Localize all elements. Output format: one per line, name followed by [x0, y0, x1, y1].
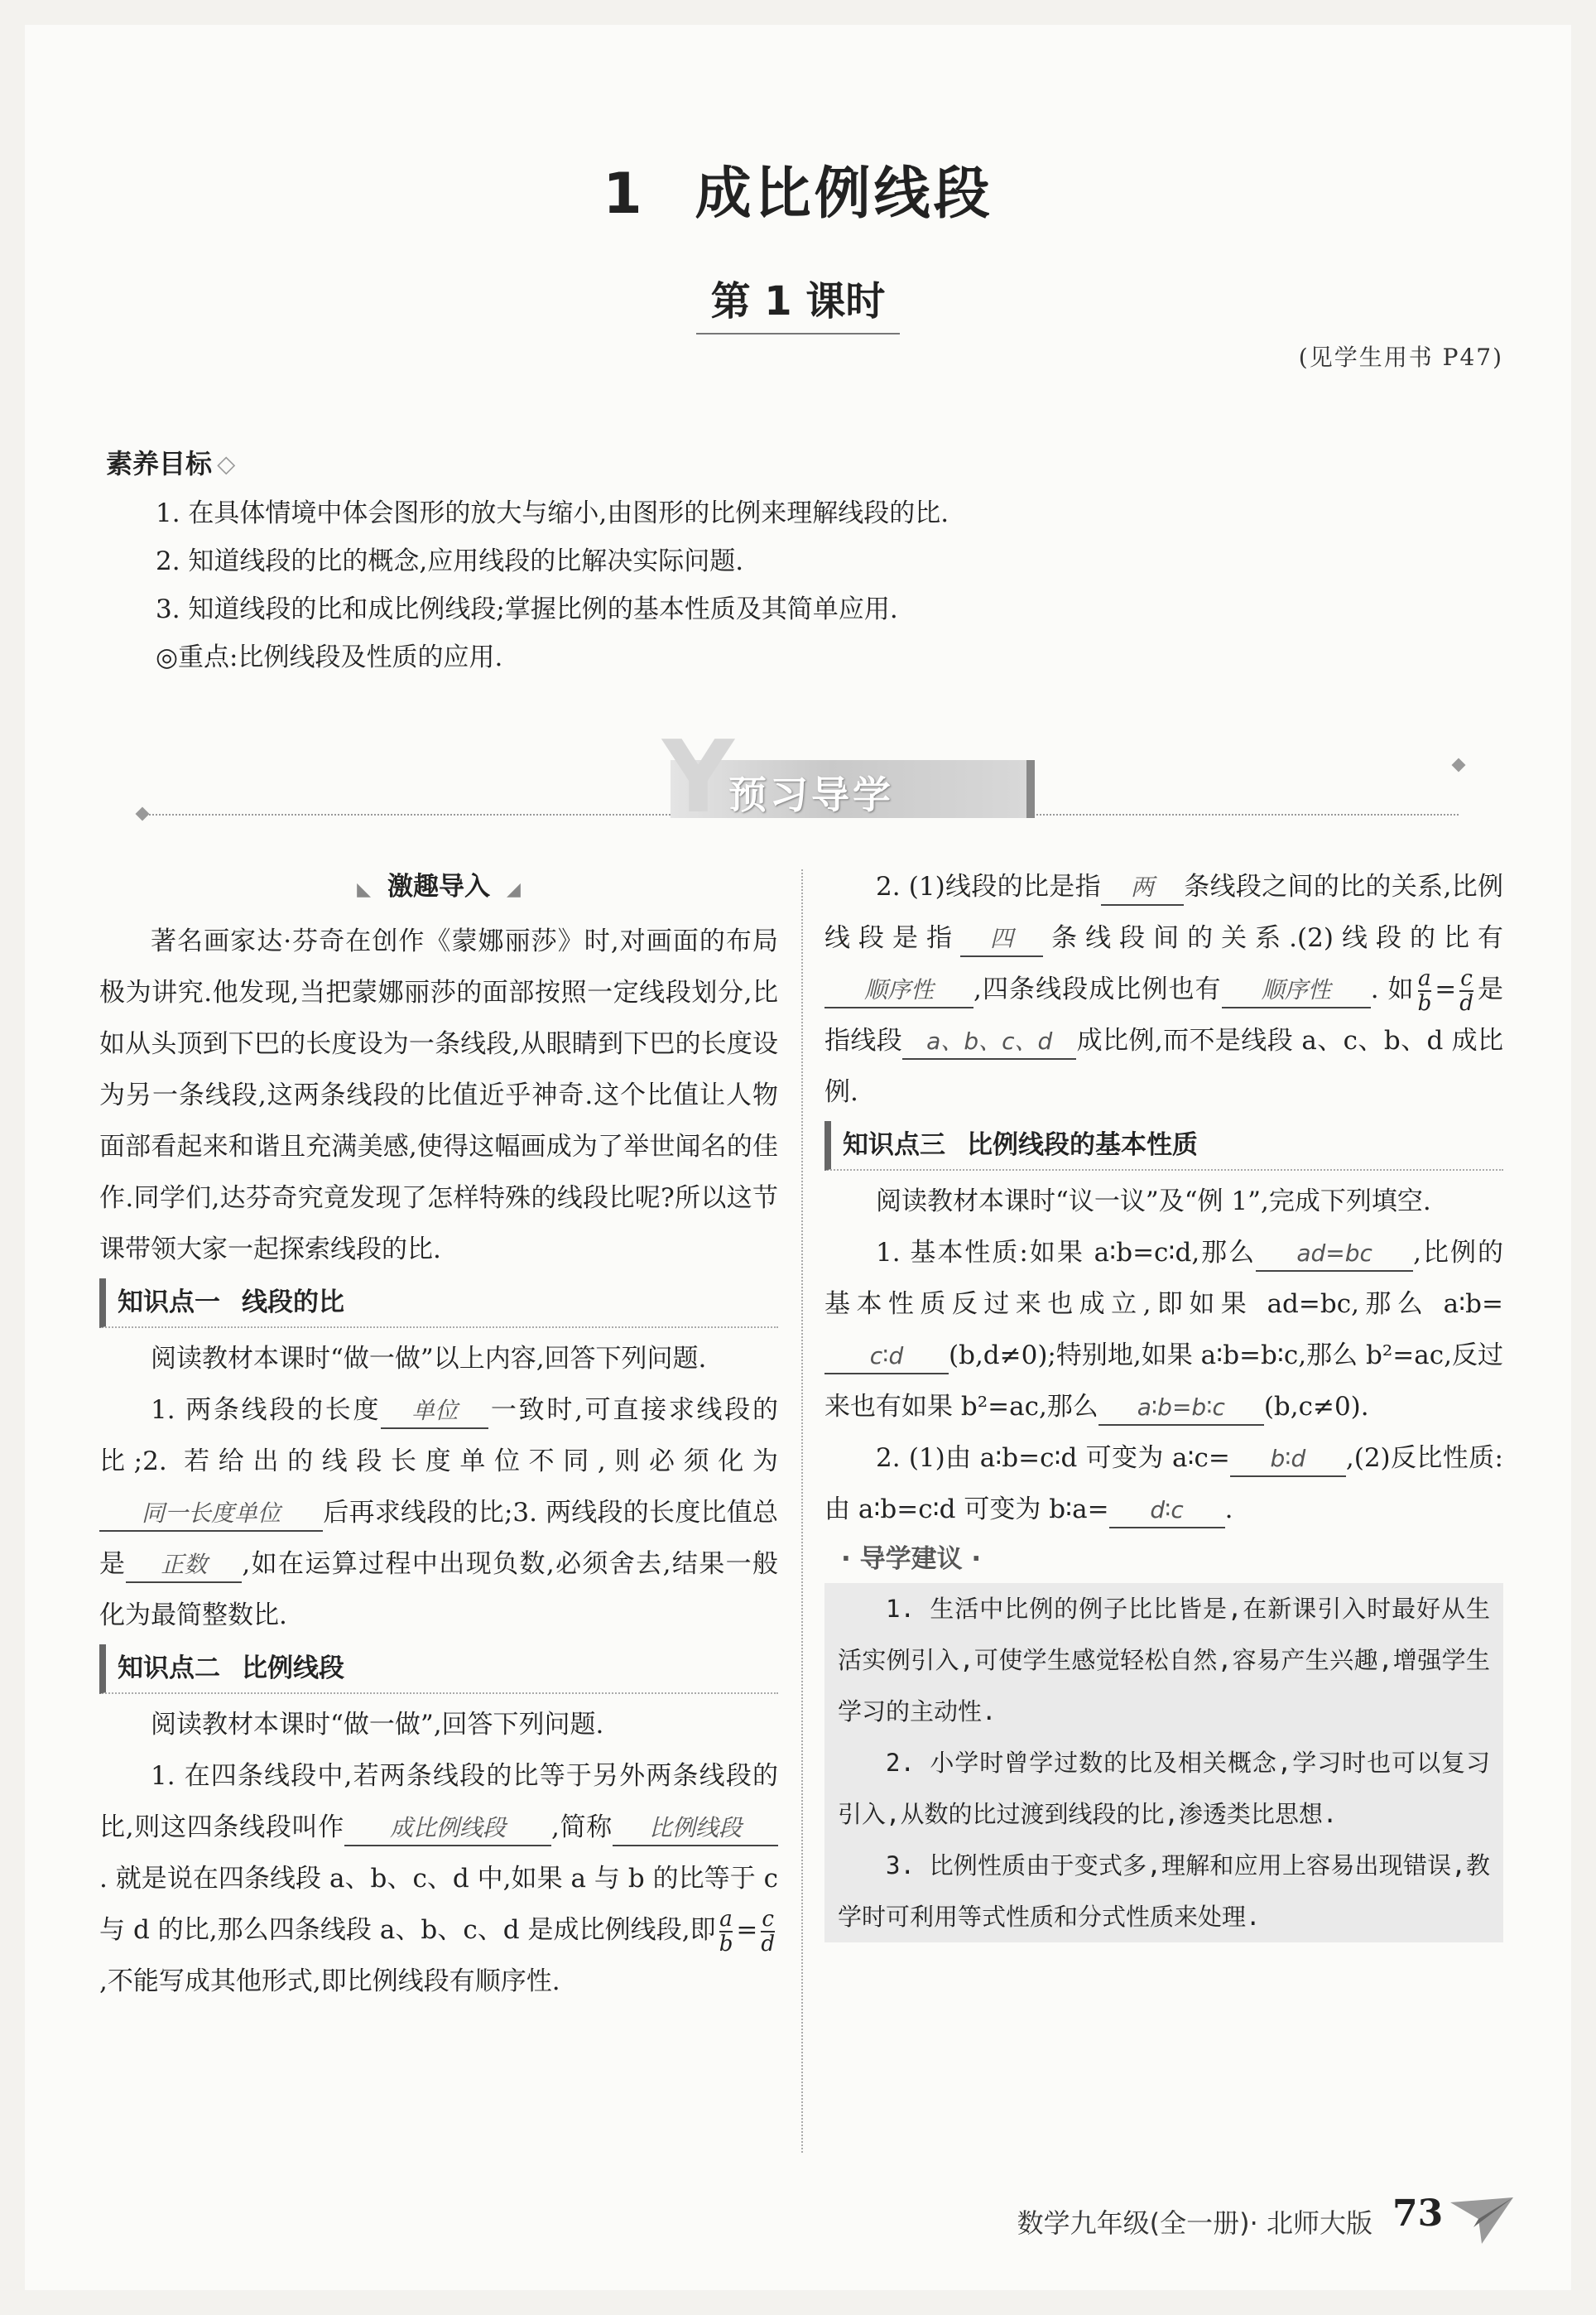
- answer: 顺序性: [1222, 974, 1371, 1008]
- answer: 四: [960, 922, 1043, 957]
- section-title: 预习导学: [728, 772, 894, 817]
- answer: a∶b=b∶c: [1098, 1391, 1264, 1426]
- banner-letter: Y: [662, 720, 734, 835]
- answer: 顺序性: [824, 974, 973, 1008]
- fraction: $\frac{a}{b}$: [1417, 965, 1432, 1016]
- instruction: 阅读教材本课时“做一做”,回答下列问题.: [151, 1710, 604, 1740]
- instruction: 阅读教材本课时“做一做”以上内容,回答下列问题.: [151, 1344, 707, 1374]
- advice-item: 1. 生活中比例的例子比比皆是,在新课引入时最好从生活实例引入,可使学生感觉轻松自然,容易产生兴趣,增强学生学习的主动性.: [838, 1595, 1490, 1725]
- exercise-text: 1. 两条线段的长度 单位 一致时,可直接求线段的比;2. 若给出的线段长度单位不同,则必须化为同一长度单位 后再求线段的比;3. 两线段的长度比值总是 正数 ,如在运算过程中出现负数,必须舍去,结果一般化为最简整数比.: [99, 1395, 779, 1630]
- triangle-icon: ◢: [507, 879, 521, 900]
- advice-item: 3. 比例性质由于变式多,理解和应用上容易出现错误,教学时可利用等式性质和分式性质来处理.: [838, 1851, 1490, 1931]
- page-title: 1 成比例线段: [603, 161, 993, 227]
- exercise-text: 2. (1)线段的比是指 两 条线段之间的比的关系,比例线段是指 四 条线段间的关系.(2)线段的比有顺序性 ,四条线段成比例也有 顺序性 . 如 $\frac{a}{b}$ = $\frac{c}{d}$ 是指线段 a、b、c、d 成比例,而不是线段 a、c、b、d 成比例.: [824, 872, 1504, 1107]
- right-column: [824, 861, 1503, 1942]
- answer: 单位: [381, 1394, 488, 1429]
- book-reference: (见学生用书 P47): [1298, 344, 1503, 371]
- answer: a、b、c、d: [902, 1025, 1076, 1060]
- goal-item: 2. 知道线段的比的概念,应用线段的比解决实际问题.: [156, 546, 744, 576]
- goals-heading: 素养目标 ⬦: [106, 448, 236, 479]
- answer: ad=bc: [1256, 1237, 1413, 1272]
- key-point: ◎重点:比例线段及性质的应用.: [156, 643, 503, 672]
- intro-heading: ◣ 激趣导入 ◢: [357, 872, 521, 902]
- answer: b∶d: [1230, 1442, 1346, 1477]
- column-divider: [801, 869, 803, 2153]
- lesson-heading: 第 1 课时: [0, 269, 1596, 334]
- advice-box: [824, 1583, 1503, 1942]
- answer: 成比例线段: [344, 1812, 551, 1846]
- answer: 正数: [126, 1548, 242, 1583]
- knowledge-heading: 知识点二 比例线段: [99, 1644, 778, 1694]
- fraction: $\frac{c}{d}$: [761, 1906, 775, 1956]
- fraction: $\frac{a}{b}$: [719, 1906, 733, 1956]
- instruction: 阅读教材本课时“议一议”及“例 1”,完成下列填空.: [876, 1186, 1431, 1216]
- exercise-text: 1. 基本性质:如果 a∶b=c∶d,那么 ad=bc ,比例的基本性质反过来也成立,即如果 ad=bc,那么 a∶b=c∶d (b,d≠0);特别地,如果 a∶b=b∶c,那么 b²=ac,反过来也有如果 b²=ac,那么 a∶b=b∶c (b,c≠0).: [824, 1227, 1503, 1432]
- triangle-icon: ◣: [357, 879, 371, 900]
- exercise-text: 1. 在四条线段中,若两条线段的比等于另外两条线段的比,则这四条线段叫作 成比例线段 ,简称 比例线段. 就是说在四条线段 a、b、c、d 中,如果 a 与 b 的比等于 c 与 d 的比,那么四条线段 a、b、c、d 是成比例线段,即 $\frac{a}{b}$ = $\frac{c}{d}$ ,不能写成其他形式,即比例线段有顺序性.: [99, 1761, 778, 1996]
- page-number: 73: [1392, 2192, 1444, 2235]
- arrow-icon: ⬦: [217, 448, 236, 479]
- advice-item: 2. 小学时曾学过数的比及相关概念,学习时也可以复习引入,从数的比过渡到线段的比,渗透类比思想.: [838, 1749, 1490, 1828]
- knowledge-heading: 知识点三 比例线段的基本性质: [824, 1121, 1503, 1171]
- knowledge-heading: 知识点一 线段的比: [99, 1278, 778, 1328]
- answer: c∶d: [824, 1340, 949, 1374]
- advice-heading: · 导学建议 ·: [841, 1544, 982, 1574]
- goal-item: 3. 知道线段的比和成比例线段;掌握比例的基本性质及其简单应用.: [156, 594, 898, 624]
- exercise-text: 2. (1)由 a∶b=c∶d 可变为 a∶c= b∶d ,(2)反比性质:由 a∶b=c∶d 可变为 b∶a= d∶c .: [824, 1432, 1503, 1535]
- fraction: $\frac{c}{d}$: [1459, 965, 1473, 1016]
- answer: 两: [1101, 871, 1184, 906]
- answer: 比例线段: [613, 1812, 778, 1846]
- answer: d∶c: [1109, 1494, 1225, 1528]
- footer-book: 数学九年级(全一册)· 北师大版: [1017, 2207, 1372, 2239]
- goal-item: 1. 在具体情境中体会图形的放大与缩小,由图形的比例来理解线段的比.: [156, 498, 949, 528]
- answer: 同一长度单位: [99, 1497, 323, 1532]
- left-column: [99, 861, 778, 2007]
- intro-text: 著名画家达·芬奇在创作《蒙娜丽莎》时,对画面的布局极为讲究.他发现,当把蒙娜丽莎的面部按照一定线段划分,比如从头顶到下巴的长度设为一条线段,从眼睛到下巴的长度设为另一条线段,这两条线段的比值近乎神奇.这个比值让人物面部看起来和谐且充满美感,使得这幅画成为了举世闻名的佳作.同学们,达芬奇究竟发现了怎样特殊的线段比呢?所以这节课带领大家一起探索线段的比.: [99, 926, 778, 1264]
- paper-plane-icon: [1449, 2194, 1515, 2247]
